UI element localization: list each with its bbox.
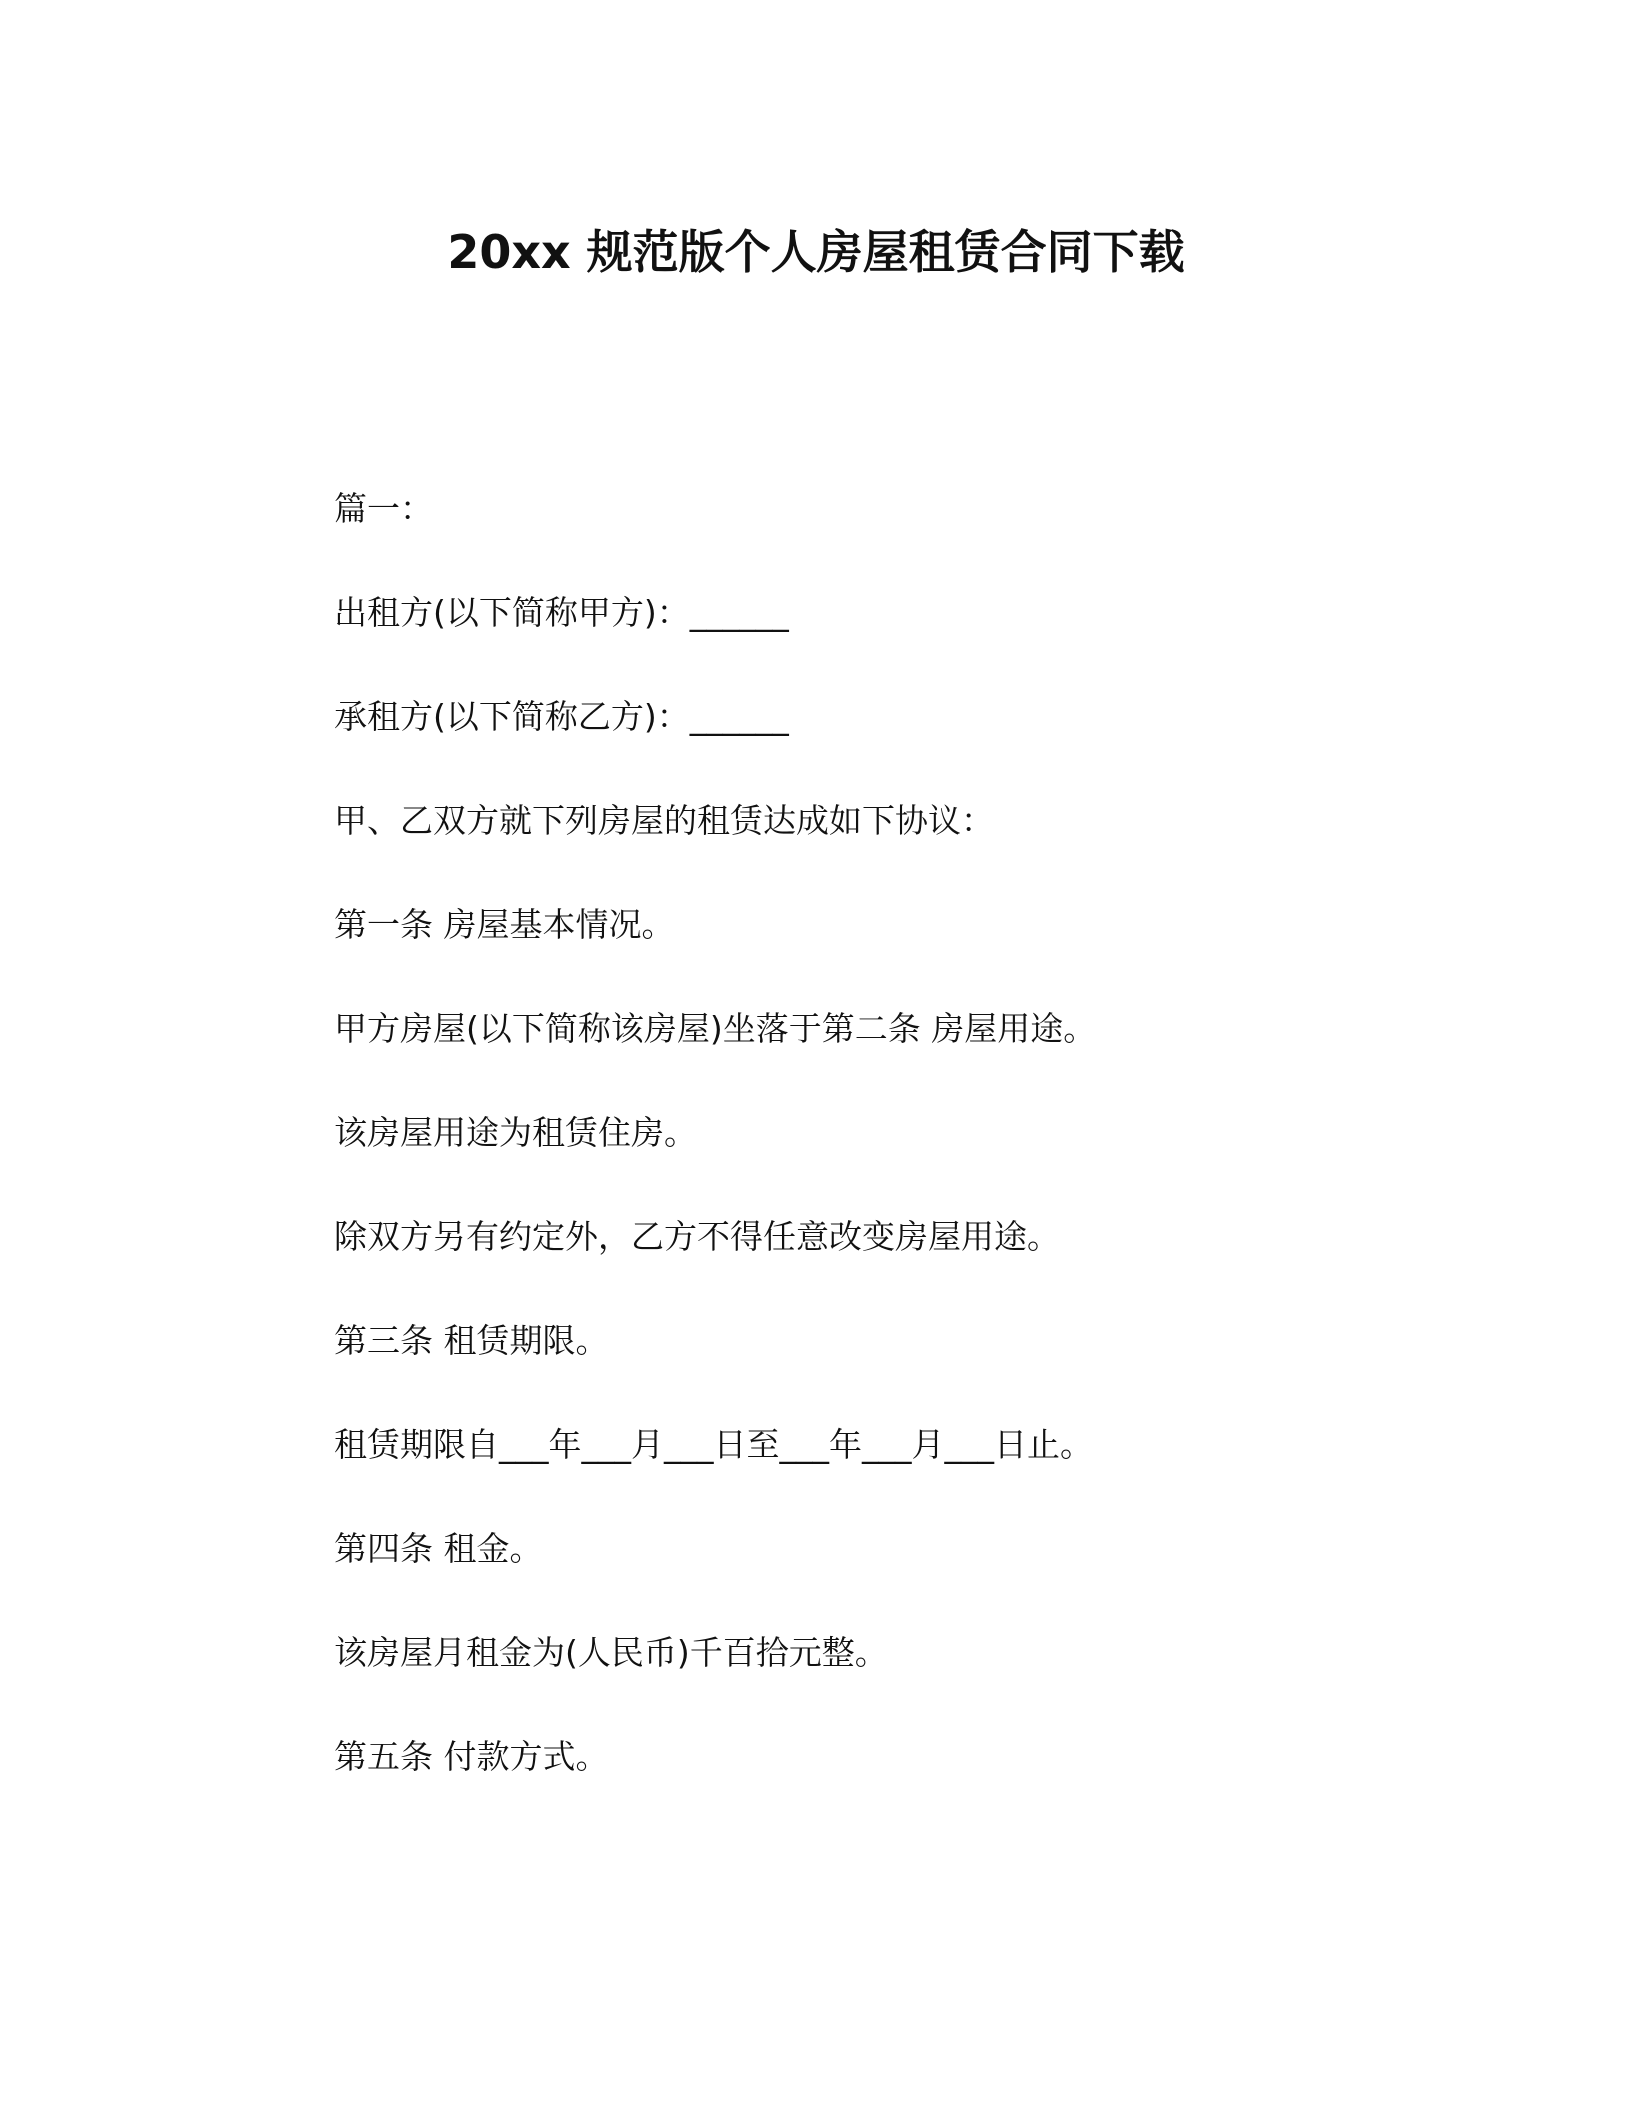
article-1-text: 甲方房屋(以下简称该房屋)坐落于第二条 房屋用途。: [334, 1009, 1097, 1048]
article-2-note: 除双方另有约定外，乙方不得任意改变房屋用途。: [334, 1217, 1060, 1256]
lessor-line: 出租方(以下简称甲方)：______: [334, 593, 789, 632]
document-body: [334, 487, 1334, 1839]
article-4-text: 该房屋月租金为(人民币)千百拾元整。: [334, 1633, 888, 1672]
article-5-heading: 第五条 付款方式。: [334, 1737, 609, 1776]
lessee-line: 承租方(以下简称乙方)：______: [334, 697, 789, 736]
article-2-text: 该房屋用途为租赁住房。: [334, 1113, 697, 1152]
article-4-heading: 第四条 租金。: [334, 1529, 543, 1568]
article-1-heading: 第一条 房屋基本情况。: [334, 905, 675, 944]
article-3-heading: 第三条 租赁期限。: [334, 1321, 609, 1360]
article-3-text: 租赁期限自___年___月___日至___年___月___日止。: [334, 1425, 1093, 1464]
document-title: 20xx 规范版个人房屋租赁合同下载: [447, 225, 1185, 279]
agreement-intro: 甲、乙双方就下列房屋的租赁达成如下协议：: [334, 801, 994, 840]
section-heading: 篇一：: [334, 489, 433, 528]
